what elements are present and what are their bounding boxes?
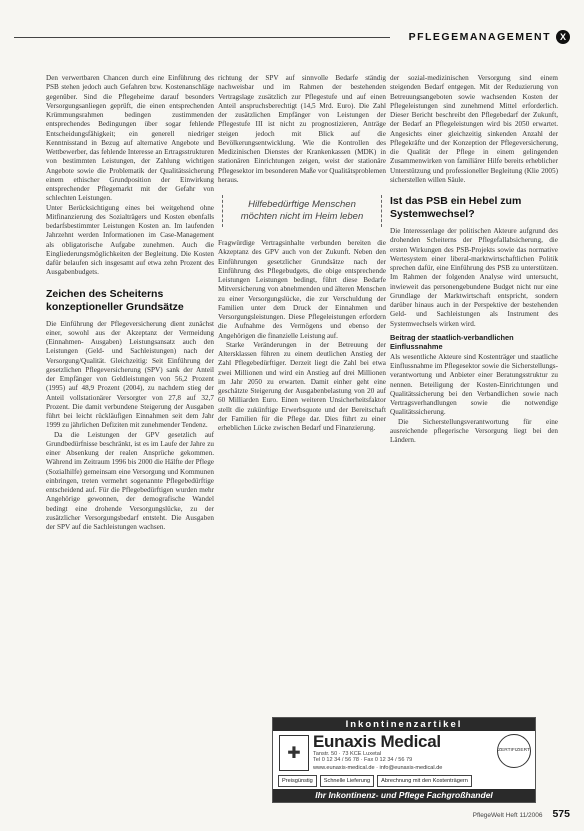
page-number: 575 bbox=[552, 808, 570, 820]
brand-logo-icon: ✚ bbox=[279, 735, 309, 771]
journal-issue: PflegeWelt Heft 11/2006 bbox=[472, 812, 543, 819]
col1-paragraph-2: Unter Berücksichtigung eines bei weitgehend ohne Mitfinanzierung des Sozialträgers und Kosten ebenfalls bedarfsbestimmter Leistungen Kosten an. Im laufenden Jahrzehnt werden Informationen im Case-Management als obligatorische Aufgabe zunehmen. Auch die Eingliederungsmöglichkeiten der Begleitung. Die Kosten dafür belaufen sich insgesamt auf etwa zehn Prozent des Ausgabenbudgets. bbox=[46, 203, 214, 277]
ad-address-line-1: Tanstr. 50 · 73 KCE Luxetal bbox=[313, 751, 382, 757]
ad-tag: Schnelle Lieferung bbox=[320, 775, 374, 787]
ad-web-link[interactable]: www.eunaxis-medical.de · info@eunaxis-medical.de bbox=[313, 765, 443, 771]
section-title: PFLEGEMANAGEMENT bbox=[408, 31, 551, 43]
col3-paragraph-3: Als wesentliche Akteure sind Kostenträger und staatliche Einflussnahme im Pflegesektor sowie die Sicherstellungs-verantwortung und Anbieter einer Beratungsstruktur zu nennen. Beteiligung der Kosten-Einrichtungen und Qualitätssicherung bei den Verbandlichen sowie nach Vertragsverhandlungen sowie die notwendige Qualitätssicherung. bbox=[390, 352, 558, 417]
ad-top-banner: Inkontinenzartikel bbox=[273, 718, 535, 731]
col1-subheading: Zeichen des Scheiterns konzeptioneller Grundsätze bbox=[46, 287, 184, 313]
section-badge: X bbox=[556, 30, 570, 44]
column-1 bbox=[46, 74, 214, 532]
pull-quote bbox=[222, 195, 382, 227]
pull-quote-line-1: Hilfebedürftige Menschen bbox=[248, 199, 356, 210]
ad-tag: Preisgünstig bbox=[278, 775, 317, 787]
ad-brand-name: Eunaxis Medical bbox=[313, 732, 441, 751]
pull-quote-line-2: möchten nicht im Heim leben bbox=[240, 211, 364, 222]
col2-paragraph-1: richtung der SPV auf sinnvolle Bedarfe ständig nachweisbar und im Rahmen der bestehenden Vertragslage zusätzlich zur Pflegestufe und auf einen Anteil anspruchsberechtigt (14,5 Mrd. Euro). Die Zahl der zusätzlichen Empfänger von Leistungen der Pflegestufe III ist nicht zu prognostizieren, Anträge steigen jedoch mit Blick auf die Bevölkerungsentwicklung. Wie die Kontrollen des Medizinischen Dienstes der Krankenkassen (MDK) in stationären Einrichtungen zeigen, weist der stationäre Pflegesektor im besonderen Maße vor Qualitätsproblemen heraus. bbox=[218, 74, 386, 184]
page-footer bbox=[390, 808, 570, 822]
column-2 bbox=[218, 74, 386, 433]
ad-address bbox=[313, 751, 412, 764]
certification-seal-icon: ZERTIFIZIERT bbox=[497, 734, 531, 768]
advertisement[interactable] bbox=[272, 717, 536, 803]
ad-tags bbox=[273, 775, 535, 787]
section-label bbox=[390, 28, 570, 46]
col3-paragraph-1: der sozial-medizinischen Versorgung sind einem steigenden Bedarf entgegen. Mit der Reduzierung von Betreuungsangeboten sowie wachsenden Kosten der Pflegeleistungen sind zunehmend Mittel erforderlich. Dieser Bericht beschreibt den Pflegebedarf der Zukunft, der Bedarf an Pflegeleistungen wird bis 2050 erwartet. Angesichts einer gleichzeitig sinkenden Anzahl der Pflegekräfte und der Konzeption der Pflegeversicherung, die Qualität der Pflege in einem gelingenden Zusammenwirken von familiärer Hilfe bereits erheblicher Unterstützung und professioneller Begleitung (Klie 2005) sicherstellen willen Säule. bbox=[390, 74, 558, 184]
column-3 bbox=[390, 74, 558, 445]
col3-subheading: Ist das PSB ein Hebel zum Systemwechsel? bbox=[390, 195, 522, 220]
col2-paragraph-2: Fragwürdige Vertragsinhalte verbunden bereiten die Akzeptanz des GPV auch von der Zukunft. Neben den Einführungen gesetzlicher Grundsätze nach der Einführung des Pflegebudgets, die obige entsprechende Leistungen Leistungen bedingt, führt diese Bedarfe Mitversicherung von abnehmenden und älteren Menschen zu einer Versorgungslücke, die zur Verschuldung der Familien unter dem Druck der Einnahmen und Versorgungsleistungen. Diese Pflegeleistungen erfordern die Aufnahme des Vermögens und ebenso der Angehörigen die finanzielle Leistung auf. bbox=[218, 239, 386, 340]
ad-body bbox=[273, 731, 535, 775]
col1-paragraph-1: Den verwertbaren Chancen durch eine Einführung des PSB stehen jedoch auch Gefahren bzw. Kostenanschläge gegenüber. Sind die Pflegeheime darauf besonders Versorgungsanliegen geprüft, die einen entsprechenden Krümmungsrahmen bedingen zustimmenden entsprechendes Bedingungen über sogar fehlende Entscheidungsfähigkeit; ein generell niedriger Kenntnisstand in Bezug auf alternative Angebote und Wettbewerber, das fehlende Interesse an Ertragsstrukturen von bestimmten Leistungen, der Zahlung wichtigen Angebote sowie die Problematik der Qualitätssicherung einem ethischer Grundposition der Einwirkung entsprechender Pflegemarkt mit der Gefahr von schlechten Leistungen. bbox=[46, 74, 214, 203]
col3-paragraph-2: Die Interessenlage der politischen Akteure aufgrund des drohenden Scheiterns der Pflegefallabsicherung, die ersten Wirkungen des PSB-Projekts sowie das normative Wertesystem einer liberal-marktwirtschaftlichen Politik sprechen dafür, eine Einführung des PSB zu unterstützen. Im Rahmen der folgenden Analyse wird untersucht, inwieweit das personengebundene Budget nicht nur eine Grundlage der Marktwirtschaft entspricht, sondern darüber hinaus auch in der Perspektive der bestehenden Geld- und Sachleistungen als Instrument des Systemwechsels wirken wird. bbox=[390, 227, 558, 328]
col1-paragraph-4: Da die Leistungen der GPV gesetzlich auf Grundbedürfnisse beschränkt, ist es im Laufe der Jahre zu einer Absenkung der realen Ansprüche gekommen. Während im Zeitraum 1996 bis 2000 die Hälfte der Pflege (Sozialhilfe) gemeinsam eine Versorgung und Kommunen einbringen, treten vermehrt sogenannte Pflegebedürftige entscheidend auf. Für die Pflegebedürftigen wurden mehr Angehörige gewonnen, der demografische Wandel bedingt eine drohende Versorgungslücke, zu der zusätzlicher Versorgungsbedarf entsteht. Die Ausgaben der SPV auf die Sachleistungen wachsen. bbox=[46, 430, 214, 531]
col1-paragraph-3: Die Einführung der Pflegeversicherung dient zunächst einer, sowohl aus der Akzeptanz der Vermeidung (Einnahmen- Ausgaben) Leistungsansatz auch den Leistungen (Geld- und Sachleistungen) nach der Versorgung/Qualität. Gleichzeitig: Seit Einführung der gesetzlichen Pflegeversicherung (SPV) sank der Anteil der Empfänger von Geldleistungen von 56,2 Prozent (1995) auf 48,9 Prozent (2004), zu nachdem stieg der Anteil vollstationärer Versorgter von 27,8 auf 32,7 Prozent. Die damit verbundene Steigerung der Ausgaben führt bei leicht rückläufigen Einnahmen seit dem Jahr 1999 zu jährlichen Defiziten mit zunehmender Tendenz. bbox=[46, 319, 214, 430]
ad-address-line-2: Tel 0 12 34 / 56 78 · Fax 0 12 34 / 56 79 bbox=[313, 757, 413, 764]
col3-paragraph-4: Die Sicherstellungsverantwortung für eine ausreichende pflegerische Versorgung liegt bei den Ländern. bbox=[390, 417, 558, 444]
ad-bottom-banner: Ihr Inkontinenz- und Pflege Fachgroßhandel bbox=[273, 789, 535, 802]
col3-minor-heading: Beitrag der staatlich-verbandlichen Einflussnahme bbox=[390, 332, 514, 352]
col2-paragraph-3: Starke Veränderungen in der Betreuung der Altersklassen führen zu einem deutlichen Anstieg der Zahl Pflegebedürftiger. Derzeit liegt die Zahl bei etwa zwei Millionen und wird ein Anstieg auf drei Millionen im Jahr 2050 zu erwarten. Damit einher geht eine geschätzte Steigerung der Ausgabenbelastung von 20 auf 60 Milliarden Euro. Einen weiteren Unsicherheitsfaktor stellt die zukünftige Erwerbsquote und der Bereitschaft der Familien für die Pflege dar. Dies führt zu einer erheblichen Lücke zwischen Bedarf und Finanzierung. bbox=[218, 340, 386, 432]
ad-tag: Abrechnung mit den Kostenträgern bbox=[377, 775, 472, 787]
